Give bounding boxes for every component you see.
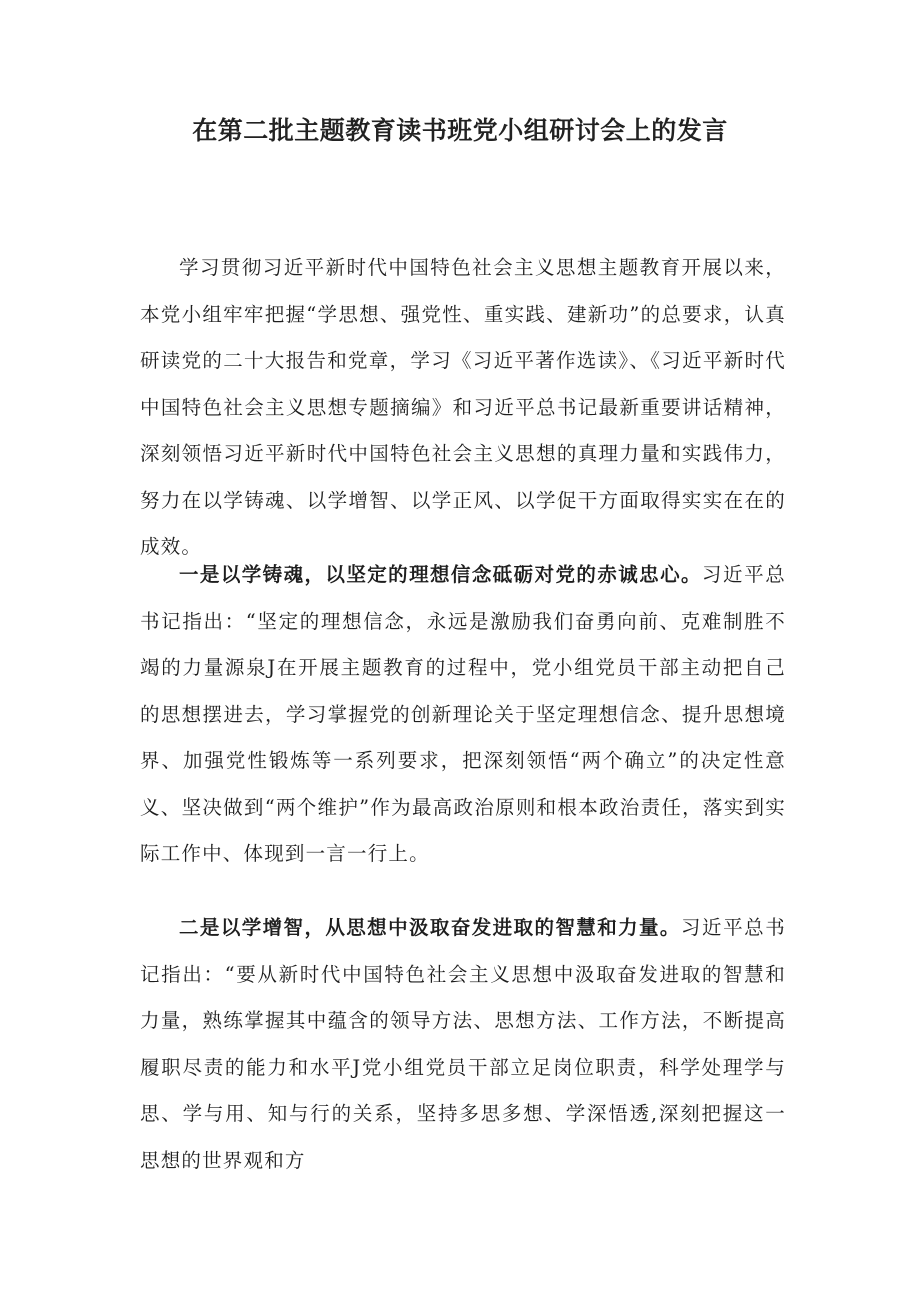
paragraph-point-two bbox=[140, 905, 786, 1184]
paragraph-point-one-heading: 一是以学铸魂，以坚定的理想信念砥砺对党的赤诚忠心。 bbox=[179, 563, 702, 586]
paragraph-intro bbox=[140, 245, 786, 571]
paragraph-intro-text: 学习贯彻习近平新时代中国特色社会主义思想主题教育开展以来，本党小组牢牢把握“学思想、强党性、重实践、建新功”的总要求，认真研读党的二十大报告和党章，学习《习近平著作选读》、《习近平新时代中国特色社会主义思想专题摘编》和习近平总书记最新重要讲话精神，深刻领悟习近平新时代中国特色社会主义思想的真理力量和实践伟力，努力在以学铸魂、以学增智、以学正风、以学促干方面取得实实在在的成效。 bbox=[140, 256, 786, 558]
paragraph-point-two-heading: 二是以学增智，从思想中汲取奋发进取的智慧和力量。 bbox=[179, 916, 681, 939]
paragraph-point-one bbox=[140, 552, 786, 878]
document-title: 在第二批主题教育读书班党小组研讨会上的发言 bbox=[192, 116, 728, 145]
paragraph-point-two-text: 习近平总书记指出：“要从新时代中国特色社会主义思想中汲取奋发进取的智慧和力量，熟练掌握其中蕴含的领导方法、思想方法、工作方法，不断提高履职尽责的能力和水平J党小组党员干部立足岗位职责，科学处理学与思、学与用、知与行的关系，坚持多思多想、学深悟透,深刻把握这一思想的世界观和方 bbox=[140, 916, 786, 1172]
paragraph-point-one-text: 习近平总书记指出：“坚定的理想信念，永远是激励我们奋勇向前、克难制胜不竭的力量源泉J在开展主题教育的过程中，党小组党员干部主动把自己的思想摆进去，学习掌握党的创新理论关于坚定理想信念、提升思想境界、加强党性锻炼等一系列要求，把深刻领悟“两个确立”的决定性意义、坚决做到“两个维护”作为最高政治原则和根本政治责任，落实到实际工作中、体现到一言一行上。 bbox=[140, 563, 786, 865]
